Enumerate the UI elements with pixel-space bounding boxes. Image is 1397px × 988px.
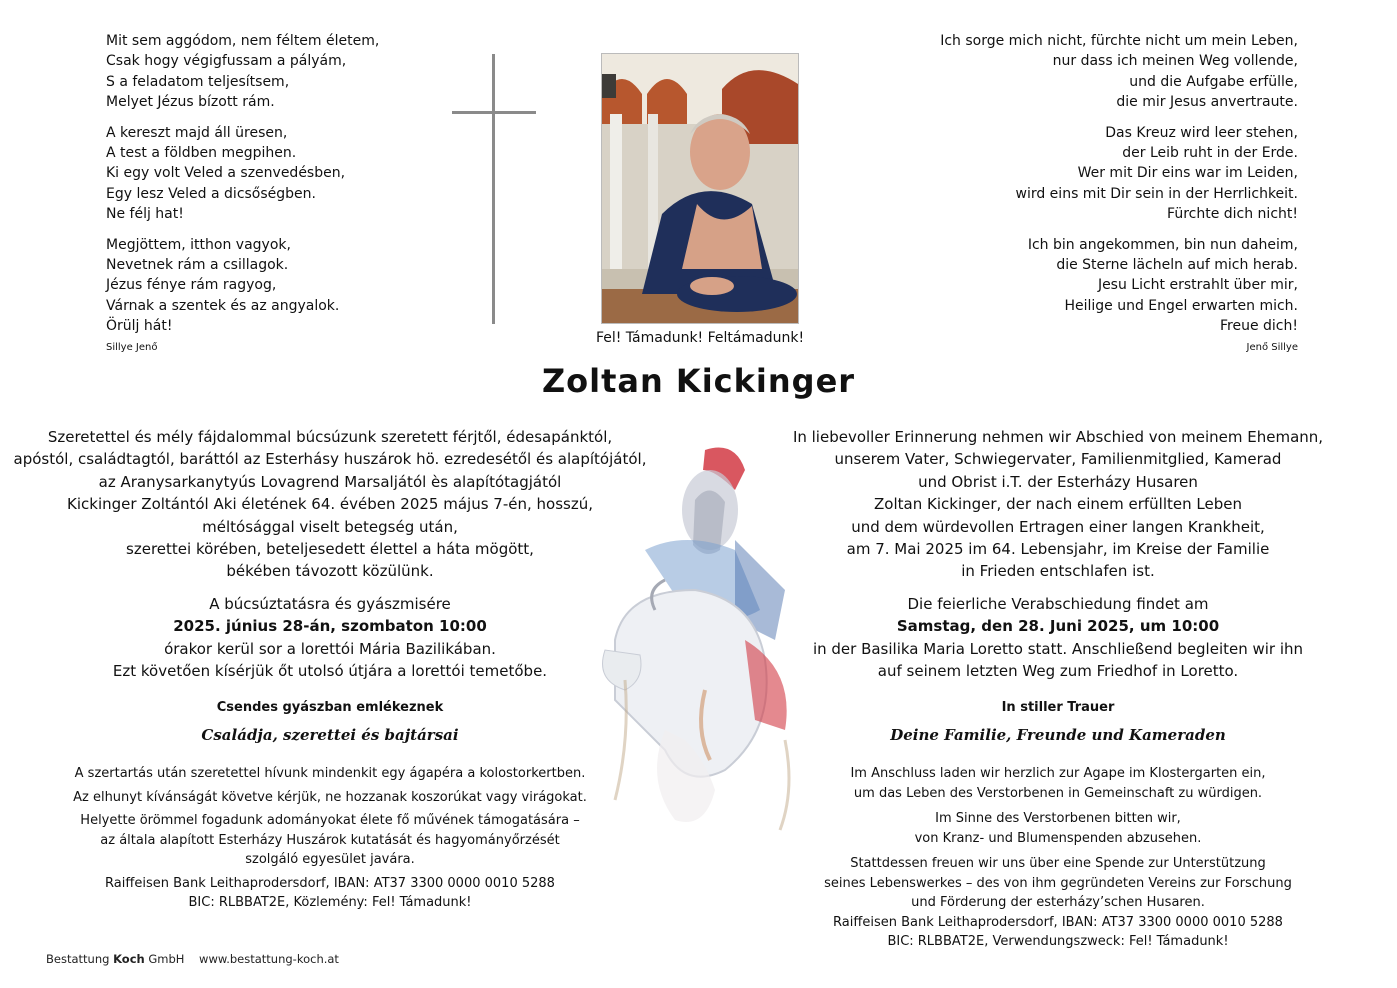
poem-stanza: Mit sem aggódom, nem féltem életem, Csak hogy végigfussam a pályám, S a feladatom teljesítsem, Melyet Jézus bízott rám. [106, 33, 380, 111]
notice-hungarian: Szeretettel és mély fájdalommal búcsúzunk szeretett férjtől, édesapánktól, apóstól, családtagtól, baráttól az Esterhásy huszárok hö. ezredesétől és alapítójától, az Aranysarkanytyús Lovagrend Marsaljától ès alapítótagjától Kickinger Zoltántól Aki életének 64. évében 2025 május 7-én, hosszú, méltósággal viselt betegség után, szerettei körében, beteljesedett élettel a háta mögött, békében távozott közülünk. A búcsúztatásra és gyászmisére 2025. június 28-án, szombaton 10:00 órakor kerül sor a lorettói Mária Bazilikában. Ezt követően kísérjük őt utolsó útjára a lorettói temetőbe. Csendes gyászban emlékeznek Családja, szerettei és bajtársai A szertartás után szeretettel hívunk mindenkit egy ágapéra a kolostorkertben. Az elhunyt kívánságát követve kérjük, ne hozzanak koszorúkat vagy virágokat. Helyette örömmel fogadunk adományokat élete fő művének támogatására – az általa alapított Esterházy Huszárok kutatását és hagyományőrzését szolgáló egyesület javára. Raiffeisen Bank Leithaprodersdorf, IBAN: AT37 3300 0000 0010 5288 BIC: RLBBAT2E, Közlemény: Fel! Támadunk! [10, 426, 650, 913]
notice-german: In liebevoller Erinnerung nehmen wir Abschied von meinem Ehemann, unserem Vater, Schwiegervater, Familienmitglied, Kamerad und Obrist i.T. der Esterházy Husaren Zoltan Kickinger, der nach einem erfüllten Leben und dem würdevollen Ertragen einer langen Krankheit, am 7. Mai 2025 im 64. Lebensjahr, im Kreise der Familie in Frieden entschlafen ist. Die feierliche Verabschiedung findet am Samstag, den 28. Juni 2025, um 10:00 in der Basilika Maria Loretto statt. Anschließend begleiten wir ihn auf seinem letzten Weg zum Friedhof in Loretto. In stiller Trauer Deine Familie, Freunde und Kameraden Im Anschluss laden wir herzlich zur Agape im Klostergarten ein, um das Leben des Verstorbenen in Gemeinschaft zu würdigen. Im Sinne des Verstorbenen bitten wir, von Kranz- und Blumenspenden abzusehen. Stattdessen freuen wir uns über eine Spende zur Unterstützung seines Lebenswerkes – des von ihm gegründeten Vereins zur Forschung und Förderung der esterházy’schen Husaren. Raiffeisen Bank Leithaprodersdorf, IBAN: AT37 3300 0000 0010 5288 BIC: RLBBAT2E, Verwendungszweck: Fel! Támadunk! [780, 426, 1336, 952]
ceremony-date: Samstag, den 28. Juni 2025, um 10:00 [896, 617, 1220, 636]
mourners-heading: Csendes gyászban emlékeznek [216, 700, 444, 716]
company-name: Koch [113, 952, 145, 966]
ceremony-date: 2025. június 28-án, szombaton 10:00 [173, 617, 487, 636]
poem-author-hungarian: Sillye Jenő [106, 342, 158, 353]
portrait-photo [601, 53, 799, 324]
bank-details: Raiffeisen Bank Leithaprodersdorf, IBAN: AT37 3300 0000 0010 5288 [105, 875, 555, 891]
poem-stanza: Das Kreuz wird leer stehen, der Leib ruht in der Erde. Wer mit Dir eins war im Leiden, wird eins mit Dir sein in der Herrlichkeit. Fürchte dich nicht! [1015, 124, 1298, 223]
poem-stanza: Ich sorge mich nicht, fürchte nicht um mein Leben, nur dass ich meinen Weg vollende, und die Aufgabe erfülle, die mir Jesus anvertraute. [940, 33, 1298, 111]
mourners: Deine Familie, Freunde und Kameraden [890, 725, 1226, 744]
poem-stanza: A kereszt majd áll üresen, A test a földben megpihen. Ki egy volt Veled a szenvedésben, Egy lesz Veled a dicsőségben. Ne félj hat! [106, 124, 346, 223]
footer: Bestattung Koch GmbH www.bestattung-koch.at [46, 952, 339, 966]
deceased-name: Zoltan Kickinger [541, 362, 856, 400]
poem-author-german: Jenő Sillye [1246, 342, 1298, 353]
mourners-heading: In stiller Trauer [1001, 700, 1115, 716]
motto: Fel! Támadunk! Feltámadunk! [595, 330, 805, 346]
mourners: Családja, szerettei és bajtársai [201, 725, 459, 744]
cross-icon [492, 54, 495, 324]
poem-stanza: Ich bin angekommen, bin nun daheim, die Sterne lächeln auf mich herab. Jesu Licht erstrahlt über mir, Heilige und Engel erwarten mich. Freue dich! [1027, 236, 1298, 335]
poem-hungarian [106, 31, 426, 347]
poem-german [878, 31, 1298, 347]
website-link[interactable]: www.bestattung-koch.at [199, 952, 339, 966]
poem-stanza: Megjöttem, itthon vagyok, Nevetnek rám a csillagok. Jézus fénye rám ragyog, Várnak a szentek és az angyalok. Örülj hát! [106, 236, 340, 335]
bank-details: Raiffeisen Bank Leithaprodersdorf, IBAN: AT37 3300 0000 0010 5288 [833, 914, 1283, 930]
cross-icon-bar [452, 111, 536, 114]
